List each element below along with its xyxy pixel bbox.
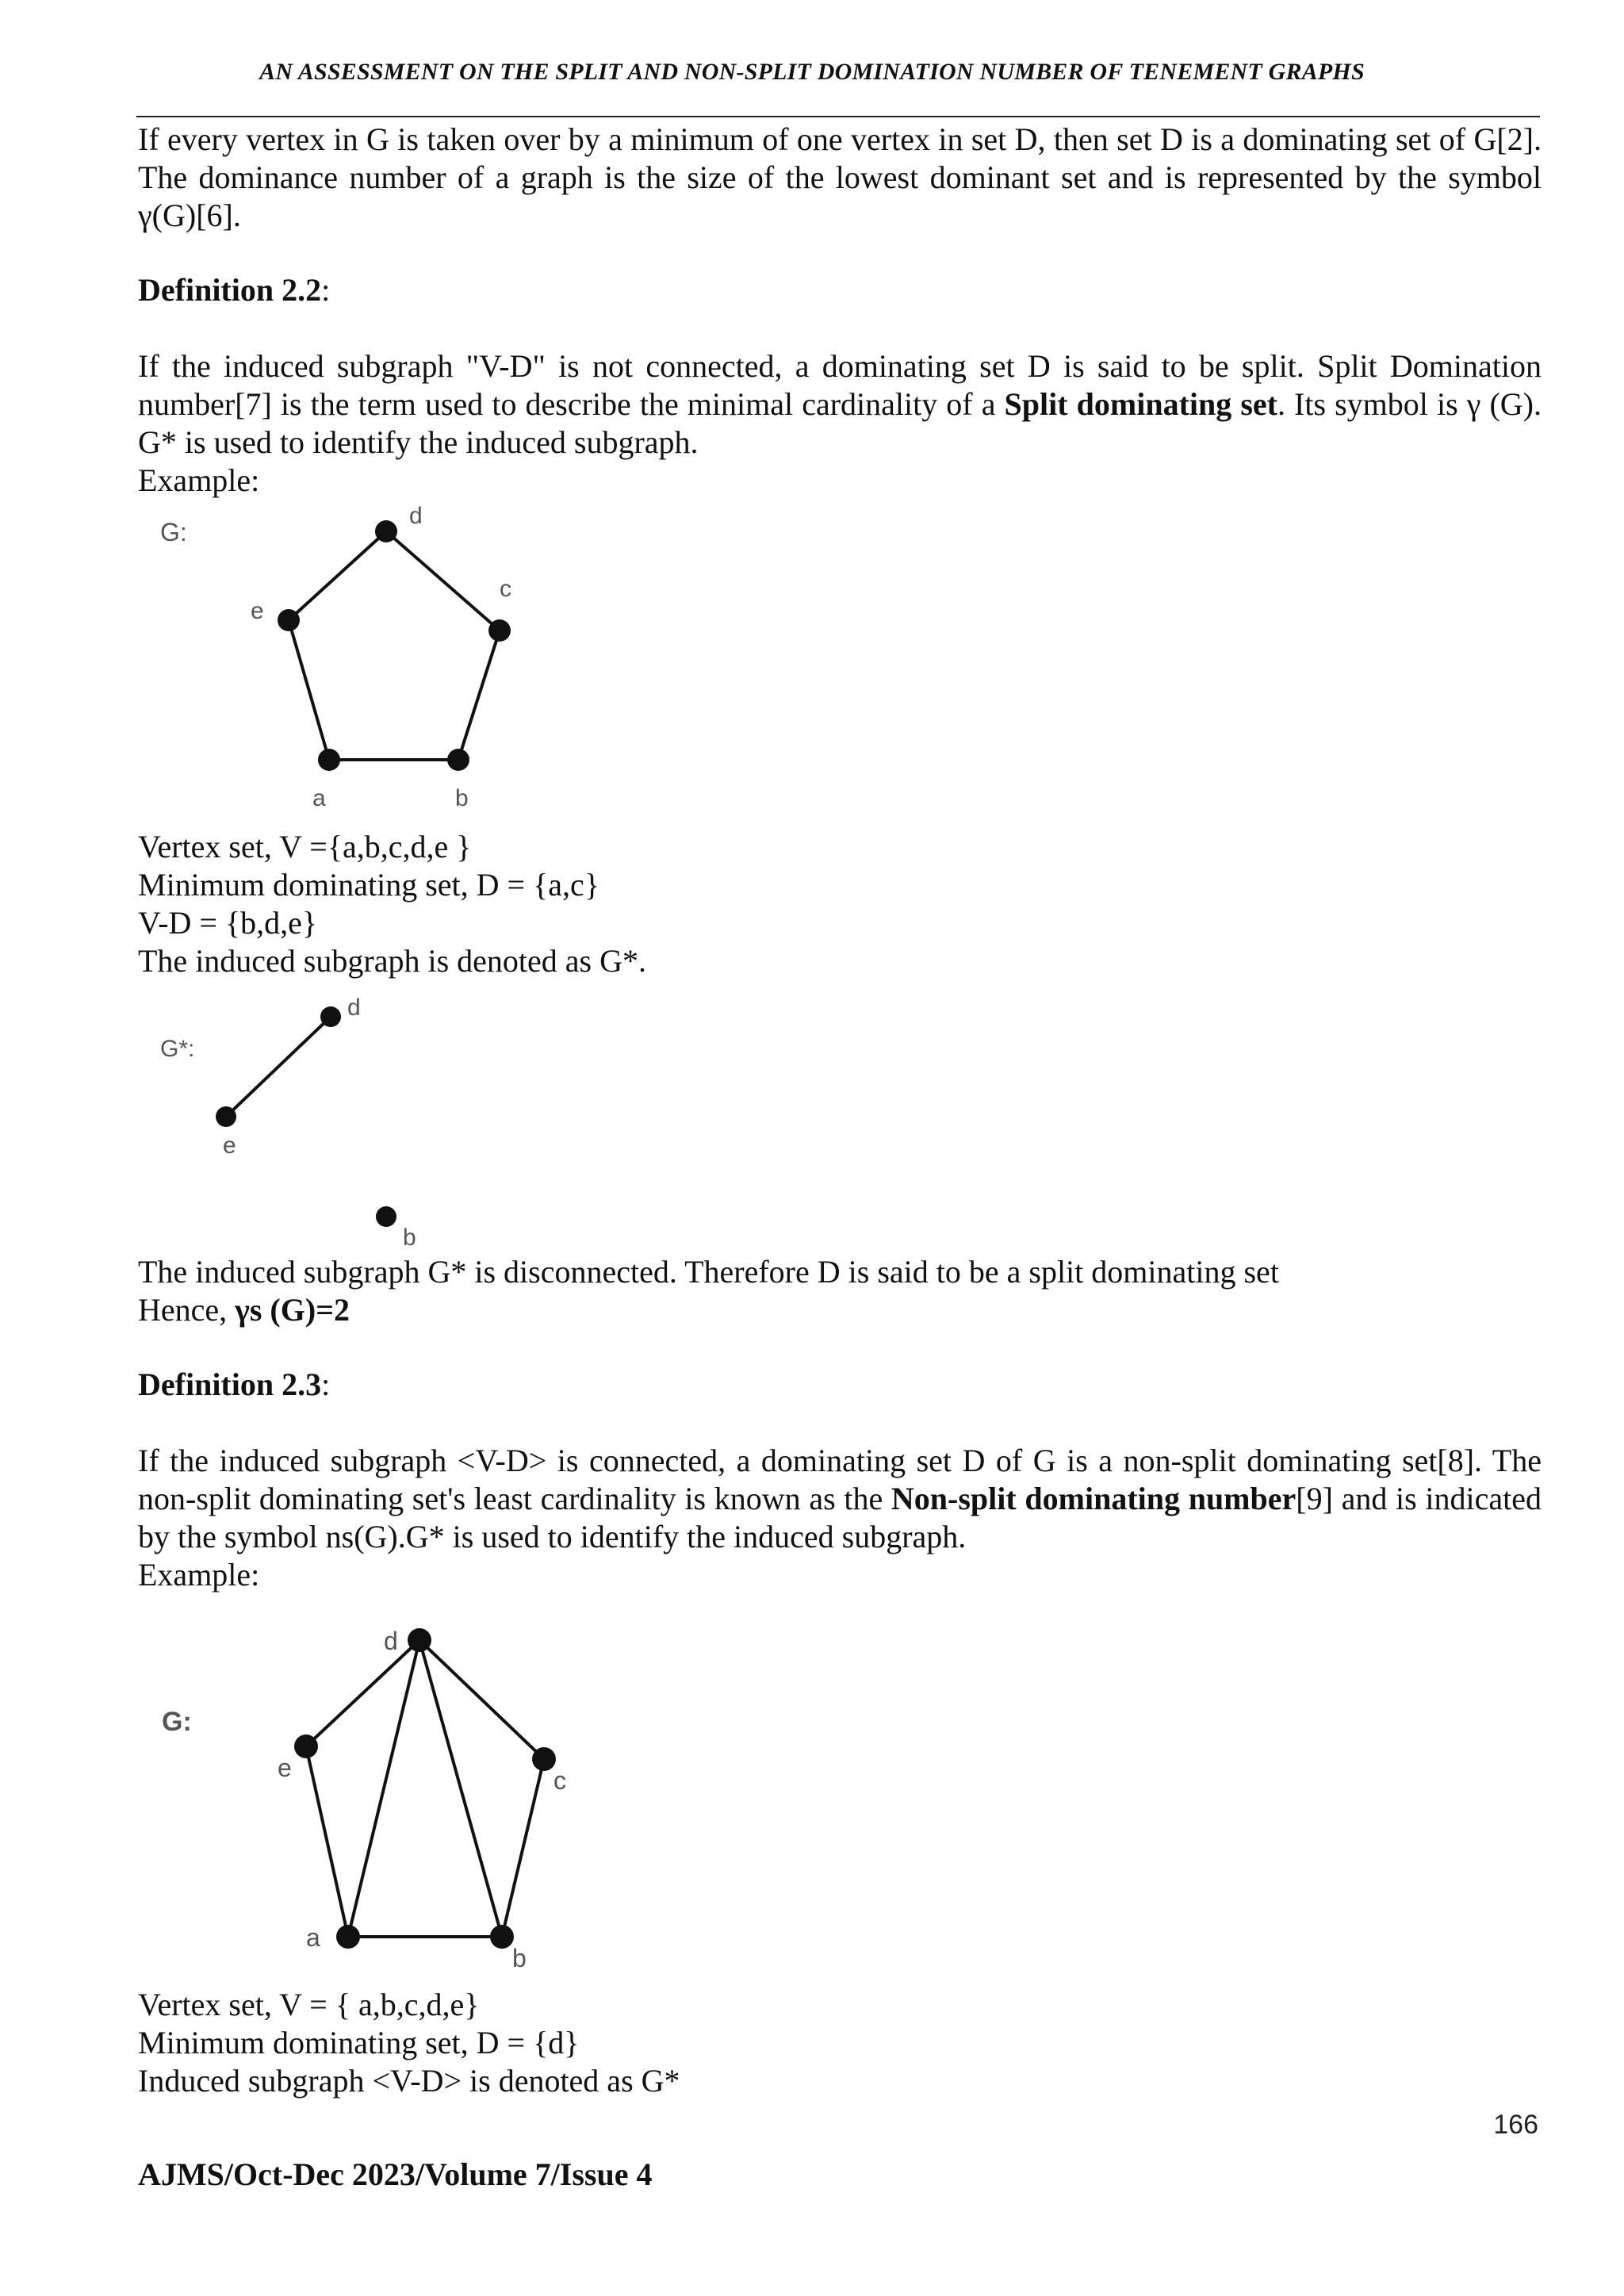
vertex2-e bbox=[294, 1734, 318, 1758]
min-dominating-set-line-2: Minimum dominating set, D = {d} bbox=[138, 2025, 580, 2060]
sub-vertex-e-label: e bbox=[223, 1133, 236, 1159]
edge2-d-b bbox=[419, 1640, 502, 1937]
vertex2-e-label: e bbox=[278, 1754, 292, 1782]
split-conclusion: The induced subgraph G* is disconnected. Therefore D is said to be a split dominating set bbox=[138, 1254, 1279, 1290]
definition-2-3-body-start: If the induced subgraph <V-D> is connected, a dominating set D of G is a non-split dominating set[8]. The non-split dominating set's least cardinality is known as the bbox=[138, 1443, 1542, 1516]
definition-2-3-title: Definition 2.3 bbox=[138, 1366, 322, 1402]
vertex-a-label: a bbox=[312, 785, 326, 811]
header-rule bbox=[136, 116, 1540, 117]
definition-2-3-body bbox=[138, 1442, 1542, 1556]
vertex2-b bbox=[490, 1925, 514, 1949]
v-minus-d-line: V-D = {b,d,e} bbox=[138, 905, 318, 941]
sub-vertex-b-label: b bbox=[403, 1225, 416, 1251]
sub-vertex-e bbox=[216, 1106, 236, 1127]
graph-g-edges bbox=[289, 531, 500, 760]
vertex2-c-label: c bbox=[553, 1766, 566, 1795]
running-title: AN ASSESSMENT ON THE SPLIT AND NON-SPLIT DOMINATION NUMBER OF TENEMENT GRAPHS bbox=[259, 59, 1365, 85]
induced-subgraph-g-star-figure bbox=[143, 983, 476, 1273]
vertex-set-line-2: Vertex set, V = { a,b,c,d,e} bbox=[138, 1987, 480, 2022]
vertex-d-label: d bbox=[409, 503, 423, 529]
definition-2-2-body-end: . Its symbol is γ (G). G* is used to identify the induced subgraph. bbox=[138, 386, 1542, 460]
edge-c-b bbox=[458, 631, 500, 760]
vertex2-c bbox=[532, 1747, 556, 1771]
vertex-set-line-1: Vertex set, V ={a,b,c,d,e } bbox=[138, 829, 472, 864]
vertex-d bbox=[375, 520, 397, 542]
split-domination-value: γs (G)=2 bbox=[235, 1292, 350, 1328]
vertex2-a bbox=[336, 1925, 360, 1949]
definition-2-2-colon: : bbox=[321, 272, 331, 308]
graph-g2-label: G: bbox=[162, 1707, 192, 1737]
graph-g-non-split-figure bbox=[143, 1594, 587, 1979]
vertex2-a-label: a bbox=[306, 1923, 320, 1952]
page-number: 166 bbox=[1493, 2110, 1538, 2140]
g-star-label: G*: bbox=[160, 1036, 195, 1062]
vertex-b bbox=[447, 749, 469, 771]
non-split-dominating-number-term: Non-split dominating number bbox=[891, 1481, 1297, 1516]
definition-2-3-colon: : bbox=[321, 1366, 331, 1402]
example-label-1: Example: bbox=[138, 462, 260, 498]
definition-2-2-body bbox=[138, 347, 1542, 462]
definition-2-3-body-end: [9] and is indicated by the symbol ns(G).G* is used to identify the induced subgraph. bbox=[138, 1481, 1542, 1554]
journal-footer: AJMS/Oct-Dec 2023/Volume 7/Issue 4 bbox=[138, 2156, 653, 2192]
graph-g-label: G: bbox=[160, 518, 187, 546]
hence-line bbox=[138, 1291, 350, 1329]
sub-vertex-d bbox=[320, 1006, 341, 1027]
edge-d-e-sub bbox=[226, 1017, 331, 1117]
edge-d-e bbox=[289, 531, 386, 620]
induced-subgraph-note-1: The induced subgraph is denoted as G*. bbox=[138, 943, 646, 979]
edge2-d-e bbox=[306, 1640, 419, 1746]
vertex2-b-label: b bbox=[512, 1944, 527, 1972]
example-label-2: Example: bbox=[138, 1557, 260, 1593]
edge2-d-c bbox=[419, 1640, 544, 1759]
intro-paragraph: If every vertex in G is taken over by a minimum of one vertex in set D, then set D is a dominating set of G[2]. The dominance number of a graph is the size of the lowest dominant set and is represented by the symbol γ(G)[6]. bbox=[138, 121, 1542, 233]
graph-g2-edges bbox=[306, 1640, 544, 1937]
vertex-e-label: e bbox=[251, 598, 264, 624]
edge2-c-b bbox=[502, 1759, 544, 1937]
edge-e-a bbox=[289, 620, 329, 760]
vertex-c bbox=[488, 619, 511, 642]
sub-vertex-b bbox=[376, 1206, 396, 1227]
edge2-d-a bbox=[348, 1640, 419, 1937]
graph-g-split-figure bbox=[143, 492, 555, 829]
definition-2-3-heading bbox=[138, 1366, 330, 1404]
definition-2-2-body-start: If the induced subgraph "V-D" is not connected, a dominating set D is said to be split. Split Domination number[7] is the term used to describe the minimal cardinality of a bbox=[138, 348, 1542, 422]
definition-2-2-heading bbox=[138, 271, 330, 309]
vertex2-d bbox=[408, 1628, 431, 1652]
sub-vertex-d-label: d bbox=[347, 995, 361, 1021]
hence-prefix: Hence, bbox=[138, 1292, 236, 1328]
vertex-b-label: b bbox=[455, 785, 469, 811]
induced-subgraph-note-2: Induced subgraph <V-D> is denoted as G* bbox=[138, 2063, 680, 2099]
min-dominating-set-line-1: Minimum dominating set, D = {a,c} bbox=[138, 867, 600, 903]
definition-2-2-title: Definition 2.2 bbox=[138, 272, 322, 308]
edge-d-c bbox=[386, 531, 500, 631]
vertex-a bbox=[318, 749, 340, 771]
edge2-e-a bbox=[306, 1746, 348, 1937]
vertex2-d-label: d bbox=[384, 1627, 398, 1655]
vertex-e bbox=[278, 609, 300, 631]
split-dominating-set-term: Split dominating set bbox=[1004, 386, 1277, 422]
vertex-c-label: c bbox=[500, 576, 511, 602]
